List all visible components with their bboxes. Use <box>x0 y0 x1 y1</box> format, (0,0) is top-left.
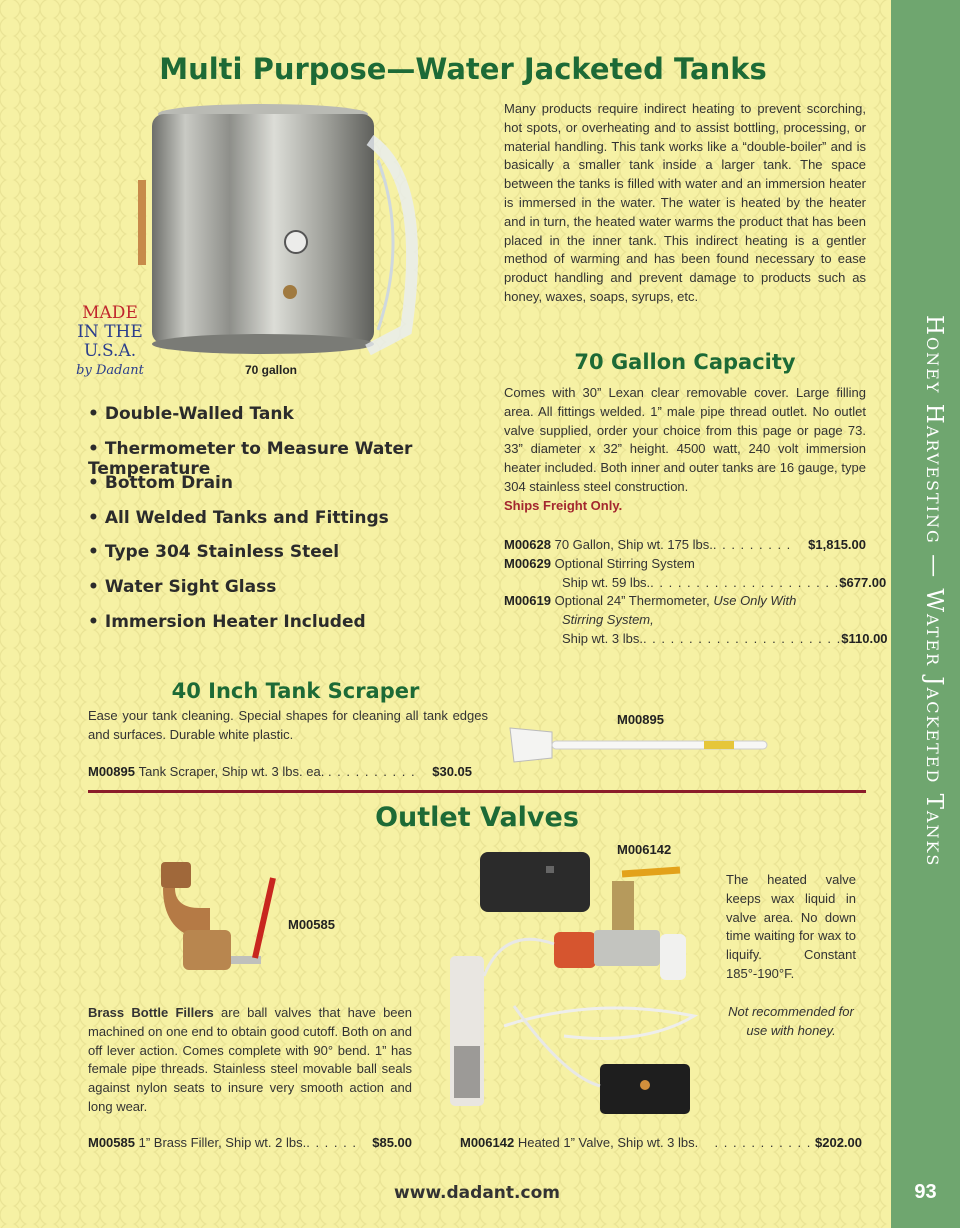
item-desc: Optional 24” Thermometer, <box>554 593 714 609</box>
page-title: Multi Purpose—Water Jacketed Tanks <box>159 52 767 86</box>
item-price: $677.00 <box>839 574 887 590</box>
feature-item: • Double-Walled Tank <box>88 404 503 439</box>
price-row-m00619-weight <box>504 630 888 649</box>
badge-line-2: IN THE <box>77 322 143 342</box>
leader-dots: . . . . . . . . . . . . . . . . . . . . . . <box>642 630 842 646</box>
valves-title: Outlet Valves <box>375 802 579 833</box>
scraper-photo-label: M00895 <box>617 712 664 727</box>
heated-valve-image <box>444 846 714 1126</box>
brass-price-row <box>88 1135 412 1150</box>
leader-dots: . . . . . . . . . . . . . . . . . . . . . <box>650 574 840 590</box>
section-sidebar <box>891 0 960 1228</box>
scraper-photo <box>508 726 773 766</box>
freight-note: Ships Freight Only. <box>504 497 623 513</box>
page-number: 93 <box>914 1181 937 1203</box>
feature-item: • Bottom Drain <box>88 473 503 508</box>
feature-item: • Water Sight Glass <box>88 577 503 612</box>
item-desc-italic: Use Only With <box>713 593 797 609</box>
scraper-paragraph: Ease your tank cleaning. Special shapes for cleaning all tank edges and surfaces. Durable white plastic. <box>88 708 488 742</box>
capacity-title: 70 Gallon Capacity <box>574 350 796 374</box>
brass-valve-label: M00585 <box>288 917 335 932</box>
tank-photo <box>138 100 418 365</box>
brass-text: are ball valves that have been machined on one end to obtain good cutoff. Both on and off lever action. Comes complete with 90° bend. 1” has female pipe threads. Stainless steel movable ball seals against nylon seats to insure very smooth action and long wear. <box>88 1005 412 1114</box>
item-price: $202.00 <box>815 1135 862 1150</box>
brass-lead: Brass Bottle Fillers <box>88 1005 214 1020</box>
sidebar-section-title: Honey Harvesting — Water Jacketed Tanks <box>921 315 947 868</box>
tank-scraper-image <box>508 726 773 766</box>
capacity-text: Comes with 30” Lexan clear removable cover. Large filling area. All fittings welded. 1” male pipe thread outlet. No outlet valve supplied, order your choice from this page or page 73. 33” diameter x 32” height. 4500 watt, 240 volt immersion heater included. Both inner and outer tanks are 16 gauge, type 304 stainless steel construction. <box>504 385 866 494</box>
heated-price-row <box>460 1135 862 1150</box>
brass-paragraph <box>88 1004 412 1117</box>
made-in-usa-badge <box>70 304 150 380</box>
not-recommended-note: Not recommended for use with honey. <box>728 1004 854 1038</box>
price-row-m00629 <box>504 555 866 574</box>
leader-dots: . . . . . . . . . <box>712 537 792 552</box>
brass-valve-photo <box>155 858 285 978</box>
scraper-title: 40 Inch Tank Scraper <box>171 679 420 703</box>
item-desc: Tank Scraper, Ship wt. 3 lbs. ea. <box>138 764 325 779</box>
price-row-m00629-weight <box>504 574 887 593</box>
item-price: $30.05 <box>432 764 472 779</box>
feature-item: • Type 304 Stainless Steel <box>88 542 503 577</box>
tank-caption: 70 gallon <box>245 363 298 377</box>
item-price: $85.00 <box>372 1135 412 1150</box>
heated-paragraph: The heated valve keeps wax liquid in valve area. No down time waiting for wax to liquify. Constant 185°-190°F. <box>726 872 856 981</box>
item-code: M00895 <box>88 764 135 779</box>
leader-dots: . . . . . . . . . . . <box>714 1135 812 1150</box>
intro-paragraph: Many products require indirect heating to prevent scorching, hot spots, or overheating and to assist bottling, processing, or material handling. This tank works like a “double-boiler” and is basically a smaller tank inside a larger tank. The space between the tanks is filled with water and an immersion heater is immersed in the water. The water is heated by the heater and in turn, the heated water warms the product that has been placed in the inner tank. This indirect heating is a gentler method of warming and has been found necessary to ease product handling and prevent damage to products such as honey, waxes, soaps, syrups, etc. <box>504 101 866 304</box>
leader-dots: . . . . . . <box>306 1135 357 1150</box>
footer-url[interactable]: www.dadant.com <box>394 1183 560 1203</box>
brass-valve-image <box>155 858 285 978</box>
feature-item: • Immersion Heater Included <box>88 612 503 647</box>
item-desc: Heated 1” Valve, Ship wt. 3 lbs. <box>517 1135 699 1150</box>
feature-item: • All Welded Tanks and Fittings <box>88 508 503 543</box>
feature-item: • Thermometer to Measure Water Temperature <box>88 439 503 474</box>
price-row-m00628 <box>504 536 866 555</box>
stainless-tank-image <box>138 100 418 365</box>
item-code: M00585 <box>88 1135 135 1150</box>
badge-line-4: by Dadant <box>76 363 144 378</box>
item-desc: 70 Gallon, Ship wt. 175 lbs. <box>554 537 713 552</box>
heated-valve-label: M006142 <box>617 842 672 857</box>
item-desc-italic: Stirring System, <box>562 612 654 628</box>
item-desc: Ship wt. 3 lbs. <box>562 630 643 646</box>
badge-line-3: U.S.A. <box>83 341 137 361</box>
item-code: M00629 <box>504 555 551 571</box>
leader-dots: . . . . . . . . . . <box>327 764 416 779</box>
item-desc: Ship wt. 59 lbs. <box>562 574 651 590</box>
item-code: M006142 <box>460 1135 515 1150</box>
item-desc: 1” Brass Filler, Ship wt. 2 lbs. <box>138 1135 307 1150</box>
feature-list <box>88 404 503 646</box>
item-price: $110.00 <box>841 630 888 646</box>
tank-price-list <box>504 536 888 649</box>
capacity-paragraph <box>504 384 866 516</box>
heated-valve-photo <box>444 846 714 1126</box>
badge-line-1: MADE <box>82 303 138 323</box>
scraper-price-row <box>88 764 472 779</box>
item-price: $1,815.00 <box>808 537 866 552</box>
item-code: M00619 <box>504 593 551 609</box>
section-divider <box>88 790 866 793</box>
price-row-m00619 <box>504 592 866 611</box>
price-row-m00619-note <box>504 611 866 630</box>
item-desc: Optional Stirring System <box>554 555 695 571</box>
item-code: M00628 <box>504 537 551 552</box>
